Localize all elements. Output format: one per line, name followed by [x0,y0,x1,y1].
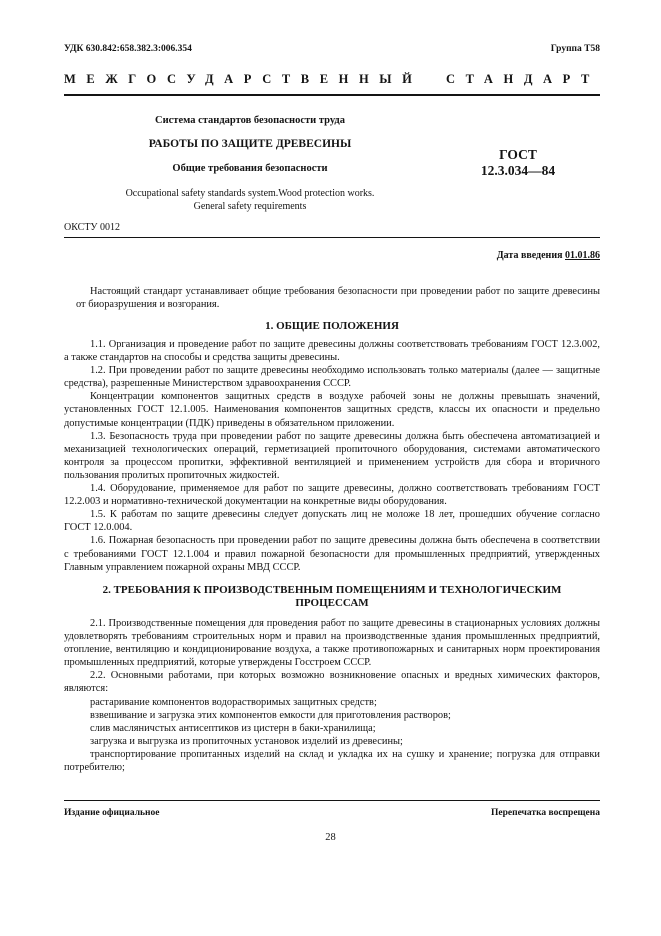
introduction-date-label: Дата введения [496,250,563,261]
group-code: Группа Т58 [550,44,600,54]
list-item-3: слив масляничстых антисептиков из цистерн в баки-хранилища; [90,722,376,734]
banner-standard: СТАНДАРТ [445,72,600,86]
title-rule [64,237,600,238]
section-2-title-line1: 2. ТРЕБОВАНИЯ К ПРОИЗВОДСТВЕННЫМ ПОМЕЩЕНИЯМ И ТЕХНОЛОГИЧЕСКИМ [102,584,562,596]
document-subtitle: Общие требования безопасности [172,163,328,174]
paragraph-1-3: 1.3. Безопасность труда при проведении работ по защите древесины должна быть обеспечена автоматизацией и механизацией технологических операций, герметизацией пропиточного оборудования, системами автоматического контроля за процессом пропитки, эффективной вентиляцией и применением устройств для сбора и вторичного пользования пролитых пропиточных жидкостей. [64,430,600,481]
standards-system-title: Система стандартов безопасности труда [155,115,345,126]
section-1-body [64,338,600,574]
paragraph-1-2-concentration: Концентрации компонентов защитных средств в воздухе рабочей зоны не должны превышать значений, установленных ГОСТ 12.1.005. Наименования компонентов защитных средств, классы их опасности и предельно допустимые концентрации (ПДК) приведены в обязательном приложении. [64,391,600,429]
paragraph-2-2: 2.2. Основными работами, при которых возможно возникновение опасных и вредных химических факторов, являются: [64,670,600,695]
banner-rule [64,94,600,96]
section-2-body [64,617,600,774]
english-title-line2: General safety requirements [193,201,307,212]
banner-interstate: МЕЖГОСУДАРСТВЕННЫЙ [64,72,423,86]
paragraph-2-1: 2.1. Производственные помещения для проведения работ по защите древесины в стационарных условиях должны удовлетворять требованиям строительных норм и правил на производственные здания промышленных предприятий, отопление, вентиляцию и кондиционирование воздуха, а также противопожарных и санитарных норм проектирования промышленных предприятий, которые утверждены Госстроем СССР. [64,618,600,669]
page-number: 28 [325,832,336,843]
list-item-4: загрузка и выгрузка из пропиточных установок изделий из древесины; [90,735,403,747]
reprint-prohibited: Перепечатка воспрещена [490,808,600,818]
official-edition: Издание официальное [64,808,160,818]
section-2-title-line2: ПРОЦЕССАМ [295,597,369,609]
paragraph-1-6: 1.6. Пожарная безопасность при проведении работ по защите древесины должна быть обеспечена в соответствии с требованиями ГОСТ 12.1.004 и правил пожарной безопасности для промышленных предприятий, утвержденных Главным управлением пожарной охраны МВД СССР. [64,535,600,573]
footer-rule [64,800,600,801]
oksu-code: ОКСТУ 0012 [64,222,121,233]
paragraph-1-1: 1.1. Организация и проведение работ по защите древесины должны соответствовать требованиям ГОСТ 12.3.002, а также стандартов на способы и средства защиты древесины. [64,339,600,364]
paragraph-1-2: 1.2. При проведении работ по защите древесины необходимо использовать только материалы (далее — защитные средства), разрешенные Министерством здравоохранения СССР. [64,365,600,390]
list-item-1: растаривание компонентов водорастворимых защитных средств; [90,696,377,708]
list-item-5: транспортирование пропитанных изделий на склад и укладка их на сушку и хранение; погрузка для отправки потребителю; [64,748,600,774]
section-1-title: 1. ОБЩИЕ ПОЛОЖЕНИЯ [265,320,399,332]
introduction-date-value: 01.01.86 [565,250,600,261]
gost-label: ГОСТ [499,147,537,162]
gost-number: 12.3.034—84 [480,163,556,178]
paragraph-1-4: 1.4. Оборудование, применяемое для работ по защите древесины, должно соответствовать требованиям ГОСТ 12.2.003 и нормативно-технической документации на конкретные виды оборудования. [64,483,600,508]
udk-code: УДК 630.842:658.382.3:006.354 [64,44,192,54]
intro-block [76,285,600,311]
introduction-date [497,250,600,261]
document-title: РАБОТЫ ПО ЗАЩИТЕ ДРЕВЕСИНЫ [148,138,352,150]
intro-paragraph: Настоящий стандарт устанавливает общие требования безопасности при проведении работ по защите древесины от биоразрушения и возгорания. [76,286,600,311]
list-item-2: взвешивание и загрузка этих компонентов емкости для приготовления растворов; [90,709,451,721]
paragraph-1-5: 1.5. К работам по защите древесины следует допускать лиц не моложе 18 лет, прошедших обучение согласно ГОСТ 12.0.004. [64,509,600,534]
english-title-line1: Occupational safety standards system.Wood protection works. [125,188,375,199]
